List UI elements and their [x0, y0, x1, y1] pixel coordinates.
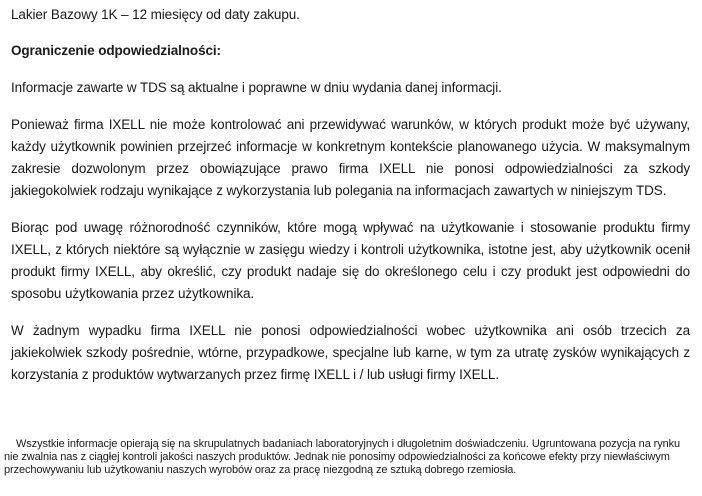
paragraph-conditions-disclaimer: Ponieważ firma IXELL nie może kontrolować ani przewidywać warunków, w których produkt może być używany, każdy użytkownik powinien przejrzeć informacje w konkretnym kontekście planowanego użycia. W maksymalnym zakresie dozwolonym przez obowiązujące prawo firma IXELL nie ponosi odpowiedzialności za szkody jakiegokolwiek rodzaju wynikające z wykorzystania lub polegania na informacjach zawartych w niniejszym TDS. — [11, 117, 690, 198]
paragraph-user-evaluation: Biorąc pod uwagę różnorodność czynników, które mogą wpływać na użytkowanie i stosowanie produktu firmy IXELL, z których niektóre są wyłącznie w zasięgu wiedzy i kontroli użytkownika, istotne jest, aby użytkownik ocenił produkt firmy IXELL, aby określić, czy produkt nadaje się do określonego celu i czy produkt jest odpowiedni do sposobu użytkowania przez użytkownika. — [11, 220, 690, 301]
shelf-life-line: Lakier Bazowy 1K – 12 miesięcy od daty zakupu. — [11, 7, 300, 22]
paragraph-tds-validity: Informacje zawarte w TDS są aktualne i poprawne w dniu wydania danej informacji. — [11, 80, 502, 95]
small-print-footnote: Wszystkie informacje opierają się na skrupulatnych badaniach laboratoryjnych i długoletnim doświadczeniu. Ugruntowana pozycja na rynku nie zwalnia nas z ciągłej kontroli jakości naszych produktów. Jednak nie ponosimy odpowiedzialności za końcowe efekty przy niewłaściwym przechowywaniu lub użytkowaniu naszych wyrobów oraz za pracę niezgodną ze sztuką dobrego rzemiosła. — [4, 438, 681, 476]
paragraph-no-liability-damages: W żadnym wypadku firma IXELL nie ponosi odpowiedzialności wobec użytkownika ani osób trzecich za jakiekolwiek szkody pośrednie, wtórne, przypadkowe, specjalne lub karne, w tym za utratę zysków wynikających z korzystania z produktów wytwarzanych przez firmę IXELL i / lub usługi firmy IXELL. — [11, 323, 690, 382]
liability-section-heading: Ograniczenie odpowiedzialności: — [11, 43, 221, 58]
